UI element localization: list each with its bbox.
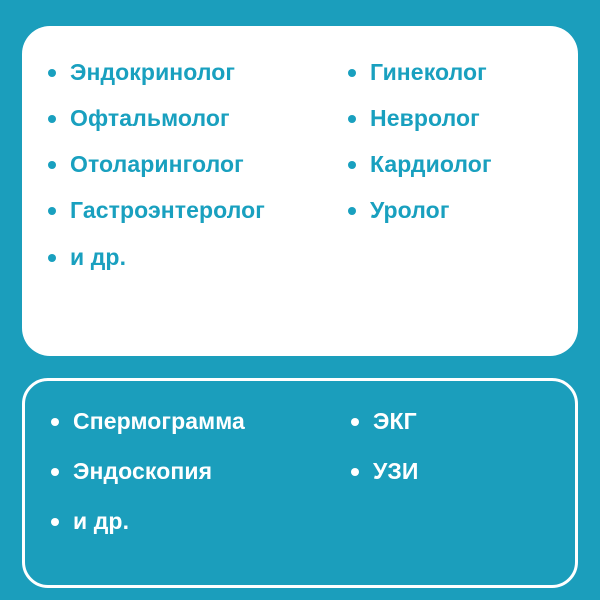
- bullet-icon: [48, 207, 56, 215]
- specialists-list-right: [348, 60, 552, 223]
- bullet-icon: [48, 115, 56, 123]
- list-item-label: Кардиолог: [370, 151, 492, 178]
- specialists-columns: [48, 60, 552, 326]
- bullet-icon: [348, 115, 356, 123]
- list-item-label: Гастроэнтеролог: [70, 197, 265, 224]
- bullet-icon: [48, 254, 56, 262]
- list-item: [51, 409, 351, 433]
- bullet-icon: [351, 468, 359, 476]
- specialists-column-right: [348, 60, 552, 223]
- list-item: [348, 106, 552, 130]
- specialists-list-left: [48, 60, 348, 269]
- bullet-icon: [348, 207, 356, 215]
- list-item-label: и др.: [70, 243, 127, 270]
- list-item-label: Эндоскопия: [73, 458, 213, 485]
- procedures-columns: [51, 409, 549, 559]
- bullet-icon: [51, 418, 59, 426]
- procedures-list-left: [51, 409, 351, 533]
- specialists-column-left: [48, 60, 348, 269]
- list-item: [48, 152, 348, 176]
- list-item: [348, 198, 552, 222]
- list-item-label: Гинеколог: [370, 59, 487, 85]
- list-item-label: Отоларинголог: [70, 151, 244, 178]
- procedures-card: [22, 378, 578, 588]
- bullet-icon: [348, 69, 356, 77]
- list-item: [348, 60, 552, 84]
- list-item: [51, 459, 351, 483]
- list-item: [348, 152, 552, 176]
- list-item-label: Спермограмма: [73, 408, 245, 434]
- list-item: [48, 60, 348, 84]
- list-item: [351, 459, 549, 483]
- bullet-icon: [51, 468, 59, 476]
- bullet-icon: [351, 418, 359, 426]
- list-item: [48, 198, 348, 222]
- list-item-label: Офтальмолог: [70, 105, 230, 132]
- bullet-icon: [48, 161, 56, 169]
- bullet-icon: [48, 69, 56, 77]
- procedures-column-left: [51, 409, 351, 559]
- bullet-icon: [348, 161, 356, 169]
- list-item-label: Эндокринолог: [70, 59, 236, 85]
- procedures-column-right: [351, 409, 549, 509]
- list-item: [48, 245, 348, 269]
- bullet-icon: [51, 518, 59, 526]
- list-item-label: и др.: [73, 508, 130, 535]
- specialists-card: [22, 26, 578, 356]
- list-item-label: Уролог: [370, 197, 450, 224]
- list-item-label: ЭКГ: [373, 408, 417, 434]
- list-item-label: Невролог: [370, 105, 480, 132]
- procedures-list-right: [351, 409, 549, 483]
- list-item: [48, 106, 348, 130]
- list-item: [51, 509, 351, 533]
- list-item: [351, 409, 549, 433]
- list-item-label: УЗИ: [373, 458, 419, 485]
